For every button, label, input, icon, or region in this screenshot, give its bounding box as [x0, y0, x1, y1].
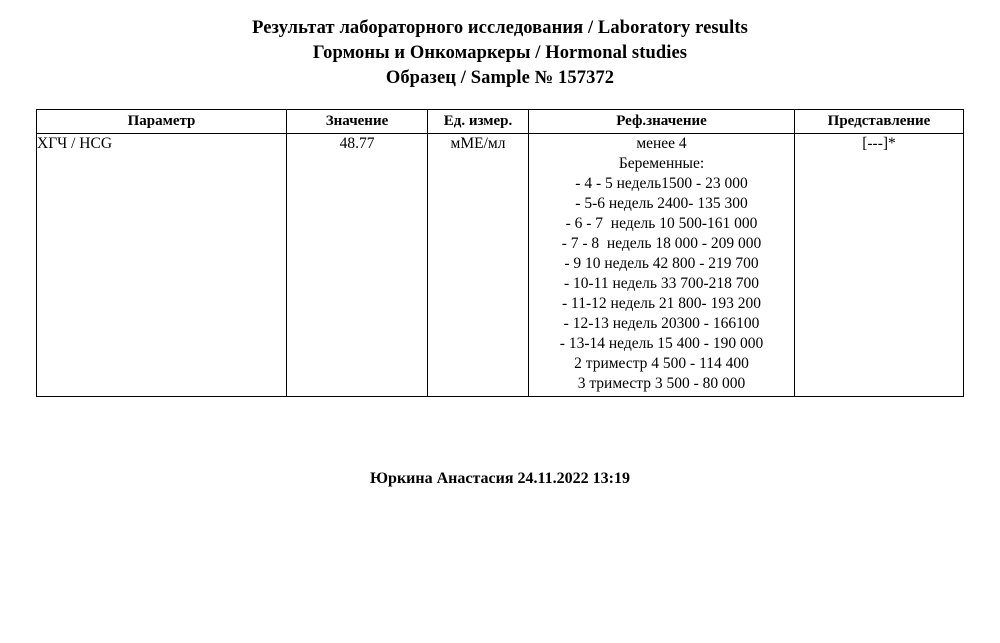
cell-presentation: [---]* — [795, 134, 964, 397]
reference-line: - 10-11 недель 33 700-218 700 — [563, 275, 760, 292]
document-footer — [0, 469, 1000, 489]
results-table-container — [0, 109, 1000, 397]
cell-reference-values — [529, 134, 795, 397]
reference-line: - 4 - 5 недель1500 - 23 000 — [575, 175, 748, 192]
reference-line: - 12-13 недель 20300 - 166100 — [563, 315, 760, 332]
reference-line: менее 4 — [636, 135, 687, 152]
column-header-unit: Ед. измер. — [428, 110, 529, 134]
reference-line: - 9 10 недель 42 800 - 219 700 — [564, 255, 759, 272]
reference-line: 2 триместр 4 500 - 114 400 — [574, 355, 749, 372]
reference-line: Беременные: — [618, 155, 705, 172]
cell-parameter-name: ХГЧ / HCG — [37, 134, 287, 397]
column-header-reference: Реф.значение — [529, 110, 795, 134]
reference-line: 3 триместр 3 500 - 80 000 — [577, 375, 746, 392]
reference-line: - 11-12 недель 21 800- 193 200 — [562, 295, 761, 312]
reference-line: - 13-14 недель 15 400 - 190 000 — [559, 335, 764, 352]
page-title-line-3: Образец / Sample № 157372 — [385, 68, 615, 88]
table-header-row — [37, 110, 964, 134]
column-header-presentation: Представление — [795, 110, 964, 134]
cell-unit: мМЕ/мл — [428, 134, 529, 397]
page-title-line-2: Гормоны и Онкомаркеры / Hormonal studies — [312, 43, 688, 63]
document-header — [0, 0, 1000, 91]
reference-line: - 5-6 недель 2400- 135 300 — [575, 195, 748, 212]
column-header-parameter: Параметр — [37, 110, 287, 134]
results-table — [36, 109, 964, 397]
column-header-value: Значение — [287, 110, 428, 134]
cell-measured-value: 48.77 — [287, 134, 428, 397]
page-title-line-1: Результат лабораторного исследования / Laboratory results — [252, 18, 748, 38]
table-row — [37, 134, 964, 397]
signature-line: Юркина Анастасия 24.11.2022 13:19 — [370, 470, 630, 487]
reference-line: - 6 - 7 недель 10 500-161 000 — [565, 215, 758, 232]
reference-line: - 7 - 8 недель 18 000 - 209 000 — [561, 235, 762, 252]
